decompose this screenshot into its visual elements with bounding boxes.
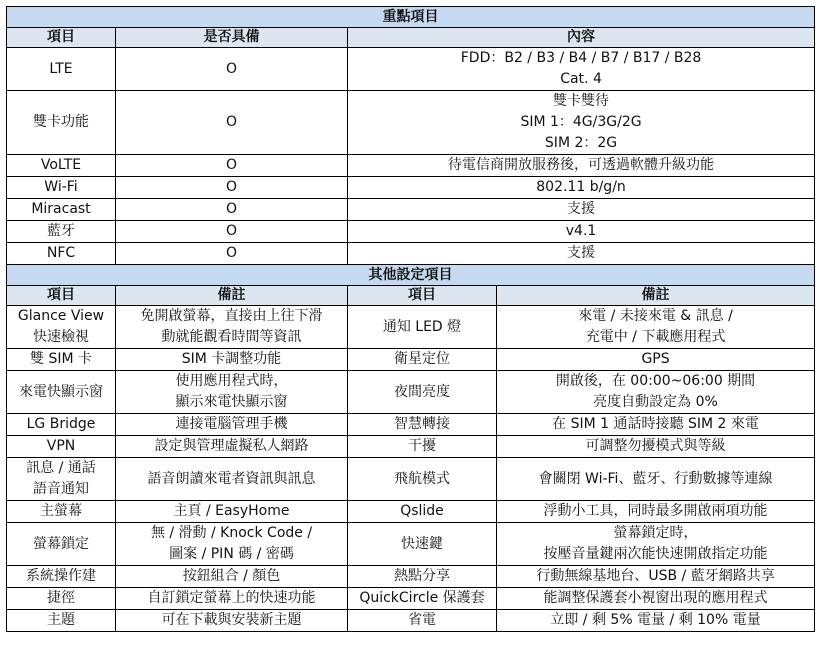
row-content: FDD：B2 / B3 / B4 / B7 / B17 / B28 Cat. 4	[348, 48, 815, 91]
table-row	[7, 349, 815, 371]
row-item-1: 主螢幕	[7, 501, 116, 523]
table-row	[7, 436, 815, 458]
header-has: 是否具備	[116, 28, 348, 48]
row-content: 支援	[348, 199, 815, 221]
row-has: O	[116, 199, 348, 221]
table-row	[7, 221, 815, 243]
row-item-2: 熱點分享	[348, 566, 497, 588]
table-row	[7, 155, 815, 177]
row-has: O	[116, 48, 348, 91]
row-note-2: 會關閉 Wi-Fi、藍牙、行動數據等連線	[497, 458, 815, 501]
row-item-2: 通知 LED 燈	[348, 306, 497, 349]
row-item: NFC	[7, 243, 116, 265]
row-item-1: 訊息 / 通話 語音通知	[7, 458, 116, 501]
row-note-1: 設定與管理虛擬私人網路	[116, 436, 348, 458]
row-item-1: 螢幕鎖定	[7, 523, 116, 566]
row-note-1: 無 / 滑動 / Knock Code / 圖案 / PIN 碼 / 密碼	[116, 523, 348, 566]
section2-title: 其他設定項目	[7, 265, 815, 286]
row-content: 802.11 b/g/n	[348, 177, 815, 199]
row-item: Miracast	[7, 199, 116, 221]
row-has: O	[116, 243, 348, 265]
section1-header-row	[7, 28, 815, 48]
row-item: VoLTE	[7, 155, 116, 177]
row-has: O	[116, 91, 348, 155]
header-item-2: 項目	[348, 286, 497, 306]
section1-title: 重點項目	[7, 7, 815, 28]
row-item-2: 快速鍵	[348, 523, 497, 566]
header-item: 項目	[7, 28, 116, 48]
row-item-2: Qslide	[348, 501, 497, 523]
row-note-1: 主頁 / EasyHome	[116, 501, 348, 523]
row-item-2: 智慧轉接	[348, 414, 497, 436]
row-note-1: SIM 卡調整功能	[116, 349, 348, 371]
row-item-1: 主題	[7, 610, 116, 632]
section2-title-row	[7, 265, 815, 286]
row-item-2: 飛航模式	[348, 458, 497, 501]
table-row	[7, 588, 815, 610]
row-note-2: 行動無線基地台、USB / 藍牙網路共享	[497, 566, 815, 588]
row-content: v4.1	[348, 221, 815, 243]
row-item-2: 干擾	[348, 436, 497, 458]
table-row	[7, 523, 815, 566]
table-row	[7, 371, 815, 414]
row-has: O	[116, 177, 348, 199]
table-row	[7, 199, 815, 221]
row-note-2: 能調整保護套小視窗出現的應用程式	[497, 588, 815, 610]
table-row	[7, 566, 815, 588]
row-note-1: 使用應用程式時， 顯示來電快顯示窗	[116, 371, 348, 414]
section1-title-row	[7, 7, 815, 28]
row-has: O	[116, 221, 348, 243]
table-row	[7, 243, 815, 265]
row-item: 雙卡功能	[7, 91, 116, 155]
row-note-2: GPS	[497, 349, 815, 371]
row-note-1: 可在下載與安裝新主題	[116, 610, 348, 632]
row-item-2: QuickCircle 保護套	[348, 588, 497, 610]
row-item-2: 夜間亮度	[348, 371, 497, 414]
spec-table	[6, 6, 815, 632]
header-content: 內容	[348, 28, 815, 48]
section2-header-row	[7, 286, 815, 306]
row-note-2: 可調整勿擾模式與等級	[497, 436, 815, 458]
row-content: 雙卡雙待 SIM 1：4G/3G/2G SIM 2：2G	[348, 91, 815, 155]
row-item: Wi-Fi	[7, 177, 116, 199]
row-note-1: 語音朗讀來電者資訊與訊息	[116, 458, 348, 501]
table-row	[7, 610, 815, 632]
row-note-2: 螢幕鎖定時， 按壓音量鍵兩次能快速開啟指定功能	[497, 523, 815, 566]
row-content: 待電信商開放服務後，可透過軟體升級功能	[348, 155, 815, 177]
row-item-1: LG Bridge	[7, 414, 116, 436]
row-has: O	[116, 155, 348, 177]
row-note-2: 在 SIM 1 通話時接聽 SIM 2 來電	[497, 414, 815, 436]
table-row	[7, 306, 815, 349]
header-note-1: 備註	[116, 286, 348, 306]
row-note-1: 免開啟螢幕，直接由上往下滑 動就能觀看時間等資訊	[116, 306, 348, 349]
row-content: 支援	[348, 243, 815, 265]
header-item-1: 項目	[7, 286, 116, 306]
row-note-1: 自訂鎖定螢幕上的快速功能	[116, 588, 348, 610]
row-item-1: Glance View 快速檢視	[7, 306, 116, 349]
row-item-1: 來電快顯示窗	[7, 371, 116, 414]
row-item-2: 省電	[348, 610, 497, 632]
table-row	[7, 458, 815, 501]
row-item-1: 系統操作建	[7, 566, 116, 588]
row-item: LTE	[7, 48, 116, 91]
row-note-1: 連接電腦管理手機	[116, 414, 348, 436]
row-note-2: 來電 / 未接來電 & 訊息 / 充電中 / 下載應用程式	[497, 306, 815, 349]
row-item-1: 雙 SIM 卡	[7, 349, 116, 371]
row-item-2: 衛星定位	[348, 349, 497, 371]
row-note-1: 按鈕組合 / 顏色	[116, 566, 348, 588]
table-row	[7, 414, 815, 436]
row-note-2: 開啟後，在 00:00~06:00 期間 亮度自動設定為 0%	[497, 371, 815, 414]
table-row	[7, 177, 815, 199]
row-note-2: 浮動小工具，同時最多開啟兩項功能	[497, 501, 815, 523]
table-row	[7, 501, 815, 523]
row-item-1: VPN	[7, 436, 116, 458]
header-note-2: 備註	[497, 286, 815, 306]
row-item: 藍牙	[7, 221, 116, 243]
row-note-2: 立即 / 剩 5% 電量 / 剩 10% 電量	[497, 610, 815, 632]
table-row	[7, 91, 815, 155]
table-row	[7, 48, 815, 91]
row-item-1: 捷徑	[7, 588, 116, 610]
